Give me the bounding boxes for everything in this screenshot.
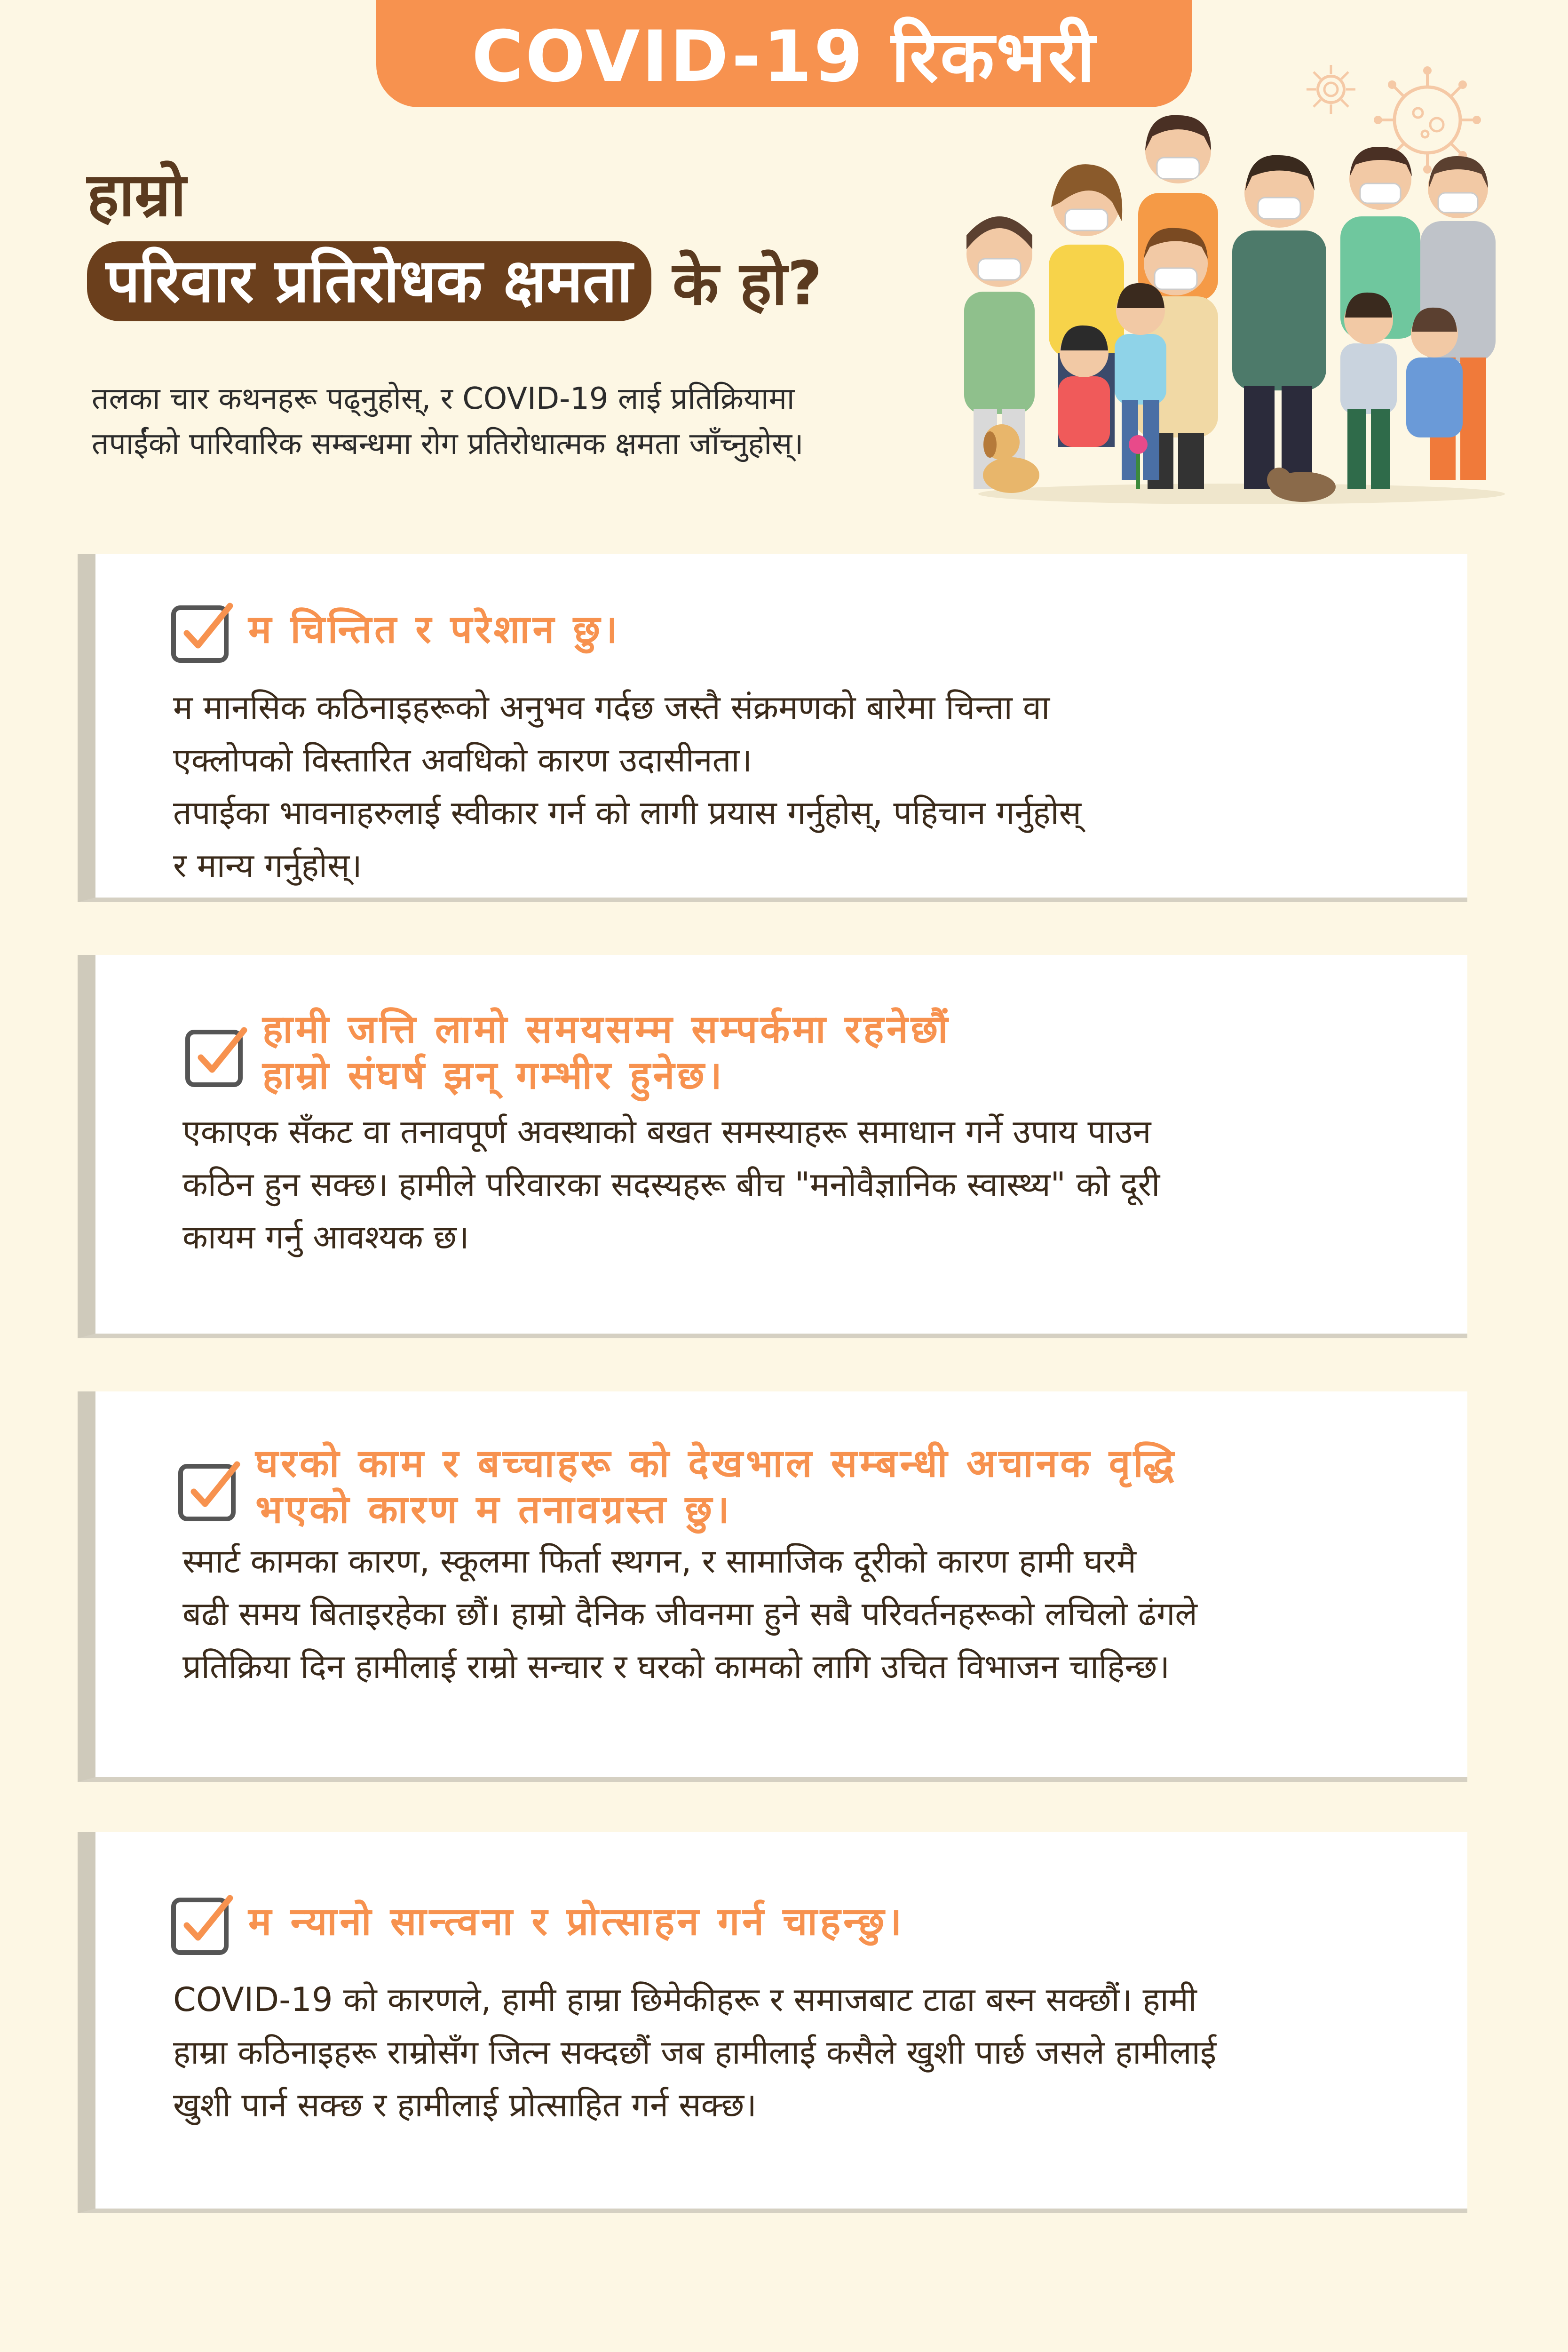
card-body-line: तपाईका भावनाहरुलाई स्वीकार गर्न को लागी प्रयास गर्नुहोस्, पहिचान गर्नुहोस् <box>173 794 1081 832</box>
checkbox-icon <box>171 601 234 665</box>
statement-card-2 <box>78 955 1467 1338</box>
banner-title: COVID-19 रिकभरी <box>471 16 1097 98</box>
card-title-line: म न्यानो सान्त्वना र प्रोत्साहन गर्न चाहन्छु। <box>248 1899 905 1944</box>
card-title-line: घरको काम र बच्चाहरू को देखभाल सम्बन्धी अचानक वृद्धि <box>255 1441 1177 1486</box>
statement-card-1 <box>78 554 1467 902</box>
checkbox-icon <box>178 1460 241 1523</box>
heading-question: के हो? <box>672 249 823 319</box>
family-illustration <box>941 113 1528 508</box>
virus-icon-small <box>1303 61 1359 118</box>
card-body-line: कठिन हुन सक्छ। हामीले परिवारका सदस्यहरू बीच "मनोवैज्ञानिक स्वास्थ्य" को दूरी <box>182 1165 1160 1204</box>
intro-text: तलका चार कथनहरू पढ्नुहोस्, र COVID-19 लाई प्रतिक्रियामा तपाईंको पारिवारिक सम्बन्धमा रोग प्रतिरोधात्मक क्षमता जाँच्नुहोस्। <box>92 381 804 461</box>
card-body-line: बढी समय बिताइरहेका छौं। हाम्रो दैनिक जीवनमा हुने सबै परिवर्तनहरूको लचिलो ढंगले <box>182 1595 1197 1633</box>
card-body-line: प्रतिक्रिया दिन हामीलाई राम्रो सन्चार र घरको कामको लागि उचित विभाजन चाहिन्छ। <box>182 1647 1170 1686</box>
heading-line1: हाम्रो <box>87 160 186 230</box>
card-body-line: र मान्य गर्नुहोस्। <box>173 846 362 885</box>
man-green-figure <box>1232 155 1326 489</box>
card-body-line: खुशी पार्न सक्छ र हामीलाई प्रोत्साहित गर्न सक्छ। <box>173 2086 757 2124</box>
card-title-line: भएको कारण म तनावग्रस्त छु। <box>255 1487 732 1532</box>
title-banner <box>376 0 1192 107</box>
card-body-line: स्मार्ट कामका कारण, स्कूलमा फिर्ता स्थगन, र सामाजिक दूरीको कारण हामी घरमै <box>182 1542 1136 1581</box>
card-body-line: COVID-19 को कारणले, हामी हाम्रा छिमेकीहरू र समाजबाट टाढा बस्न सक्छौं। हामी <box>173 1980 1197 2019</box>
page-heading <box>87 155 822 322</box>
card-body-line: कायम गर्नु आवश्यक छ। <box>182 1218 469 1256</box>
card-title-line: हाम्रो संघर्ष झन् गम्भीर हुनेछ। <box>262 1053 725 1098</box>
card-body-line: हाम्रा कठिनाइहरू राम्रोसँग जित्न सक्दछौं जब हामीलाई कसैले खुशी पार्छ जसले हामीलाई <box>173 2033 1217 2072</box>
statement-card-4 <box>78 1832 1467 2213</box>
card-title-line: म चिन्तित र परेशान छु। <box>248 607 621 652</box>
card-body-line: म मानसिक कठिनाइहरूको अनुभव गर्दछ जस्तै संक्रमणको बारेमा चिन्ता वा <box>173 688 1050 727</box>
checkbox-icon <box>185 1025 248 1089</box>
heading-line2 <box>87 240 822 322</box>
card-body-line: एकाएक सँकट वा तनावपूर्ण अवस्थाको बखत समस्याहरू समाधान गर्ने उपाय पाउन <box>182 1112 1151 1151</box>
card-title-line: हामी जत्ति लामो समयसम्म सम्पर्कमा रहनेछौं <box>262 1007 951 1052</box>
checkbox-icon <box>171 1893 234 1957</box>
card-body-line: एक्लोपको विस्तारित अवधिको कारण उदासीनता। <box>173 741 752 779</box>
statement-card-3 <box>78 1391 1467 1782</box>
heading-highlight: परिवार प्रतिरोधक क्षमता <box>87 241 651 321</box>
